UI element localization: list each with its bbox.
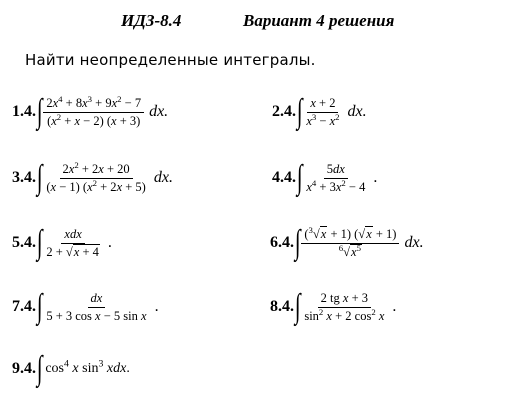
- fraction: [43, 159, 149, 194]
- problem-1-4: [12, 95, 168, 129]
- problem-number: 4.4.: [272, 169, 296, 186]
- differential: dx.: [347, 103, 367, 120]
- numerator: $2x^4 + 8x^3 + 9x^2 - 7$: [43, 96, 144, 112]
- denominator: 2 + √x + 4: [46, 244, 99, 259]
- problem-8-4: [270, 290, 396, 324]
- integral-sign: ∫: [294, 224, 301, 261]
- problem-number: 2.4.: [272, 103, 296, 120]
- variant-title: Вариант 4 решения: [243, 11, 395, 30]
- problem-2-4: [272, 95, 367, 129]
- numerator: dx: [88, 291, 106, 307]
- problem-number: 1.4.: [12, 103, 36, 120]
- numerator: ($^3$√x + 1) (√x + 1): [301, 227, 399, 243]
- fraction: [301, 224, 399, 259]
- problem-number: 3.4.: [12, 169, 36, 186]
- denominator: $^6√x^5$: [338, 242, 361, 259]
- numerator: x + 2: [307, 96, 338, 112]
- integral-sign: ∫: [36, 288, 43, 325]
- numerator: 2 tg x + 3: [318, 291, 371, 307]
- problem-number: 9.4.: [12, 360, 36, 377]
- fraction: [43, 93, 144, 128]
- period: .: [392, 298, 397, 315]
- numerator: 5dx: [324, 162, 348, 178]
- denominator: 5 + 3 cos x − 5 sin x: [46, 308, 147, 323]
- integral-sign: ∫: [36, 93, 43, 130]
- integral-sign: ∫: [296, 159, 303, 196]
- denominator: $x^3 - x^2$: [306, 111, 340, 128]
- denominator: $\sin^2 x + 2$ $\cos^2 x$: [304, 306, 385, 323]
- problem-5-4: [12, 226, 112, 260]
- problem-number: 5.4.: [12, 234, 36, 251]
- period: .: [154, 298, 159, 315]
- integrand: $\cos^4 x$ $\sin^3$ xdx.: [45, 358, 130, 376]
- problem-9-4: [12, 352, 130, 386]
- instruction: Найти неопределенные интегралы.: [25, 51, 316, 69]
- denominator: (x − 1) $(x^2 + 2x + 5)$: [46, 177, 146, 194]
- doc-code: ИДЗ-8.4: [121, 11, 182, 30]
- numerator: $2x^2 + 2x + 20$: [60, 162, 133, 178]
- differential: dx.: [153, 169, 173, 186]
- problem-3-4: [12, 161, 173, 195]
- integral-sign: ∫: [296, 93, 303, 130]
- problem-7-4: [12, 290, 159, 324]
- fraction: [303, 162, 368, 194]
- fraction: [43, 291, 149, 323]
- period: .: [107, 234, 112, 251]
- problem-6-4: [270, 226, 424, 260]
- fraction: [43, 227, 103, 259]
- denominator: $x^4 + 3x^2 - 4$: [306, 177, 366, 194]
- problem-number: 6.4.: [270, 234, 294, 251]
- denominator: $(x^2 + x - 2) (x + 3)$: [47, 111, 141, 128]
- differential: dx.: [149, 103, 169, 120]
- fraction: [303, 96, 342, 128]
- differential: dx.: [404, 234, 424, 251]
- fraction: [301, 291, 387, 323]
- period: .: [373, 169, 378, 186]
- problem-number: 7.4.: [12, 298, 36, 315]
- integral-sign: ∫: [294, 288, 301, 325]
- integral-sign: ∫: [36, 159, 43, 196]
- problem-4-4: [272, 161, 377, 195]
- integral-sign: ∫: [36, 350, 43, 387]
- numerator: xdx: [61, 227, 84, 243]
- integral-sign: ∫: [36, 224, 43, 261]
- problem-number: 8.4.: [270, 298, 294, 315]
